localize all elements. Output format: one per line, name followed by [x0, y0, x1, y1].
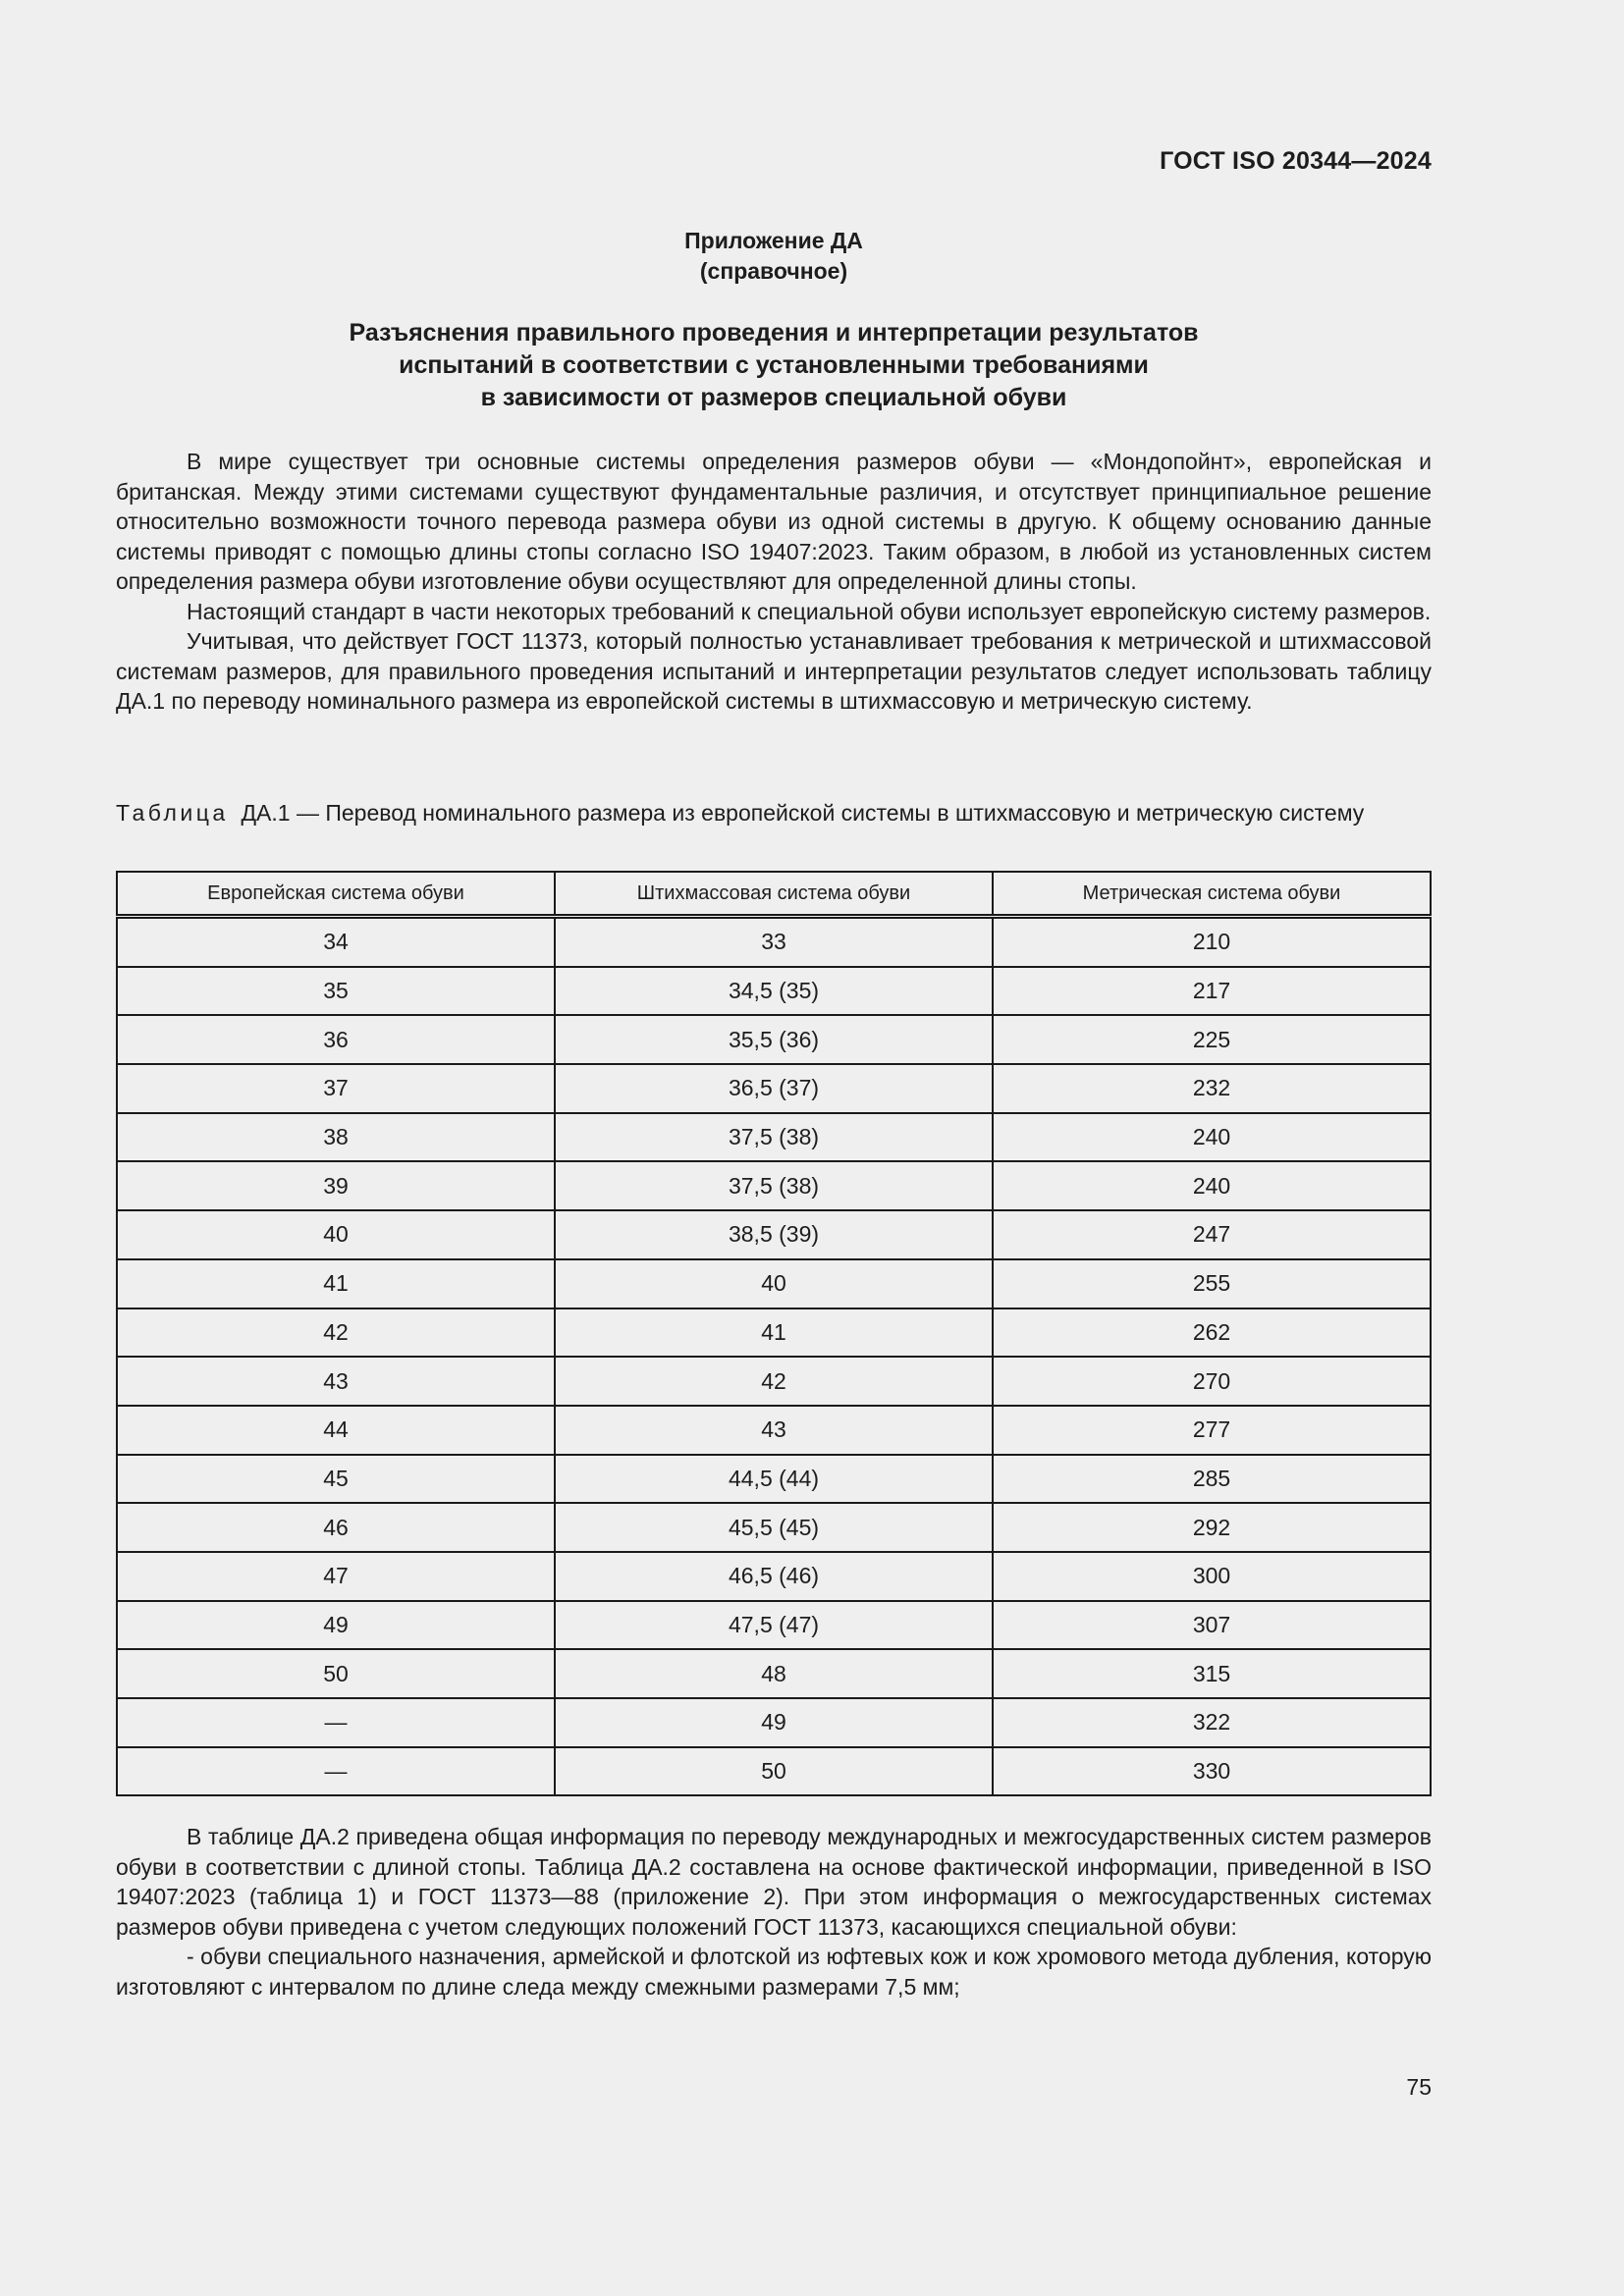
- header-european: Европейская система обуви: [117, 872, 555, 917]
- cell-shtikhmass: 44,5 (44): [555, 1455, 993, 1504]
- table-caption-label: Таблица: [116, 800, 229, 826]
- table-row: [117, 1210, 1431, 1259]
- cell-shtikhmass: 48: [555, 1649, 993, 1698]
- outro-text: [116, 1822, 1432, 2002]
- appendix-type: (справочное): [699, 258, 848, 284]
- cell-metric: 277: [993, 1406, 1431, 1455]
- page-number: 75: [1406, 2074, 1432, 2100]
- cell-metric: 285: [993, 1455, 1431, 1504]
- table-caption: [116, 798, 1432, 828]
- cell-european: 43: [117, 1357, 555, 1406]
- table-row: [117, 1308, 1431, 1358]
- cell-metric: 262: [993, 1308, 1431, 1358]
- section-title: [116, 317, 1432, 414]
- size-conversion-table: [116, 871, 1432, 1796]
- cell-shtikhmass: 43: [555, 1406, 993, 1455]
- cell-metric: 270: [993, 1357, 1431, 1406]
- cell-european: 47: [117, 1552, 555, 1601]
- cell-shtikhmass: 45,5 (45): [555, 1503, 993, 1552]
- table-row: [117, 1698, 1431, 1747]
- cell-european: 38: [117, 1113, 555, 1162]
- section-title-line-3: в зависимости от размеров специальной обуви: [480, 384, 1067, 411]
- cell-metric: 255: [993, 1259, 1431, 1308]
- intro-text: [116, 447, 1432, 717]
- table-row: [117, 1015, 1431, 1064]
- table-row: [117, 1747, 1431, 1796]
- intro-paragraph-3: Учитывая, что действует ГОСТ 11373, который полностью устанавливает требования к метрической и штихмассовой системам размеров, для правильного проведения испытаний и интерпретации результатов следует использовать таблицу ДА.1 по переводу номинального размера из европейской системы в штихмассовую и метрическую систему.: [116, 628, 1432, 714]
- table-header-row: [117, 872, 1431, 917]
- cell-european: 35: [117, 967, 555, 1016]
- intro-paragraph-1: В мире существует три основные системы определения размеров обуви — «Мондопойнт», европейская и британская. Между этими системами существуют фундаментальные различия, и отсутствует принципиальное решение относительно возможности точного перевода размера обуви из одной системы в другую. К общему основанию данные системы приводят с помощью длины стопы согласно ISO 19407:2023. Таким образом, в любой из установленных систем определения размера обуви изготовление обуви осуществляют для определенной длины стопы.: [116, 449, 1432, 594]
- cell-metric: 225: [993, 1015, 1431, 1064]
- cell-shtikhmass: 41: [555, 1308, 993, 1358]
- table-row: [117, 1113, 1431, 1162]
- table-row: [117, 1601, 1431, 1650]
- appendix-heading: [116, 226, 1432, 287]
- cell-shtikhmass: 50: [555, 1747, 993, 1796]
- cell-shtikhmass: 37,5 (38): [555, 1113, 993, 1162]
- table-row: [117, 967, 1431, 1016]
- cell-shtikhmass: 42: [555, 1357, 993, 1406]
- cell-metric: 232: [993, 1064, 1431, 1113]
- cell-metric: 217: [993, 967, 1431, 1016]
- cell-shtikhmass: 40: [555, 1259, 993, 1308]
- header-shtikhmass: Штихмассовая система обуви: [555, 872, 993, 917]
- cell-european: 45: [117, 1455, 555, 1504]
- table-row: [117, 1503, 1431, 1552]
- outro-list-item-1: - обуви специального назначения, армейской и флотской из юфтевых кож и кож хромового метода дубления, которую изготовляют с интервалом по длине следа между смежными размерами 7,5 мм;: [116, 1944, 1432, 2000]
- cell-metric: 292: [993, 1503, 1431, 1552]
- table-row: [117, 1649, 1431, 1698]
- outro-paragraph-1: В таблице ДА.2 приведена общая информация по переводу международных и межгосударственных систем размеров обуви в соответствии с длиной стопы. Таблица ДА.2 составлена на основе фактической информации, приведенной в ISO 19407:2023 (таблица 1) и ГОСТ 11373—88 (приложение 2). При этом информация о межгосударственных системах размеров обуви приведена с учетом следующих положений ГОСТ 11373, касающихся специальной обуви:: [116, 1824, 1432, 1940]
- cell-european: 39: [117, 1161, 555, 1210]
- cell-european: 46: [117, 1503, 555, 1552]
- cell-metric: 300: [993, 1552, 1431, 1601]
- cell-metric: 240: [993, 1113, 1431, 1162]
- cell-european: 37: [117, 1064, 555, 1113]
- document-identifier: ГОСТ ISO 20344—2024: [1160, 147, 1432, 175]
- document-page: [116, 0, 1432, 2296]
- header-metric: Метрическая система обуви: [993, 872, 1431, 917]
- table-body: [117, 917, 1431, 1796]
- cell-metric: 307: [993, 1601, 1431, 1650]
- cell-european: 34: [117, 917, 555, 967]
- cell-shtikhmass: 46,5 (46): [555, 1552, 993, 1601]
- appendix-label: Приложение ДА: [684, 228, 863, 253]
- cell-shtikhmass: 35,5 (36): [555, 1015, 993, 1064]
- cell-european: 49: [117, 1601, 555, 1650]
- cell-european: —: [117, 1698, 555, 1747]
- table-row: [117, 1064, 1431, 1113]
- table-row: [117, 1406, 1431, 1455]
- cell-shtikhmass: 34,5 (35): [555, 967, 993, 1016]
- intro-paragraph-2: Настоящий стандарт в части некоторых требований к специальной обуви использует европейскую систему размеров.: [187, 598, 1432, 624]
- cell-shtikhmass: 47,5 (47): [555, 1601, 993, 1650]
- table-row: [117, 1455, 1431, 1504]
- cell-european: 40: [117, 1210, 555, 1259]
- cell-shtikhmass: 37,5 (38): [555, 1161, 993, 1210]
- section-title-line-1: Разъяснения правильного проведения и интерпретации результатов: [349, 319, 1199, 347]
- cell-shtikhmass: 38,5 (39): [555, 1210, 993, 1259]
- cell-european: —: [117, 1747, 555, 1796]
- cell-european: 41: [117, 1259, 555, 1308]
- cell-metric: 322: [993, 1698, 1431, 1747]
- table-row: [117, 1259, 1431, 1308]
- cell-metric: 247: [993, 1210, 1431, 1259]
- cell-shtikhmass: 36,5 (37): [555, 1064, 993, 1113]
- table-row: [117, 1357, 1431, 1406]
- cell-metric: 210: [993, 917, 1431, 967]
- table-caption-text: ДА.1 — Перевод номинального размера из европейской системы в штихмассовую и метрическую систему: [241, 800, 1365, 826]
- cell-european: 42: [117, 1308, 555, 1358]
- cell-metric: 240: [993, 1161, 1431, 1210]
- table-row: [117, 1161, 1431, 1210]
- cell-european: 36: [117, 1015, 555, 1064]
- table-row: [117, 917, 1431, 967]
- table-row: [117, 1552, 1431, 1601]
- cell-shtikhmass: 49: [555, 1698, 993, 1747]
- cell-european: 44: [117, 1406, 555, 1455]
- cell-metric: 315: [993, 1649, 1431, 1698]
- section-title-line-2: испытаний в соответствии с установленными требованиями: [399, 351, 1149, 379]
- cell-metric: 330: [993, 1747, 1431, 1796]
- cell-european: 50: [117, 1649, 555, 1698]
- cell-shtikhmass: 33: [555, 917, 993, 967]
